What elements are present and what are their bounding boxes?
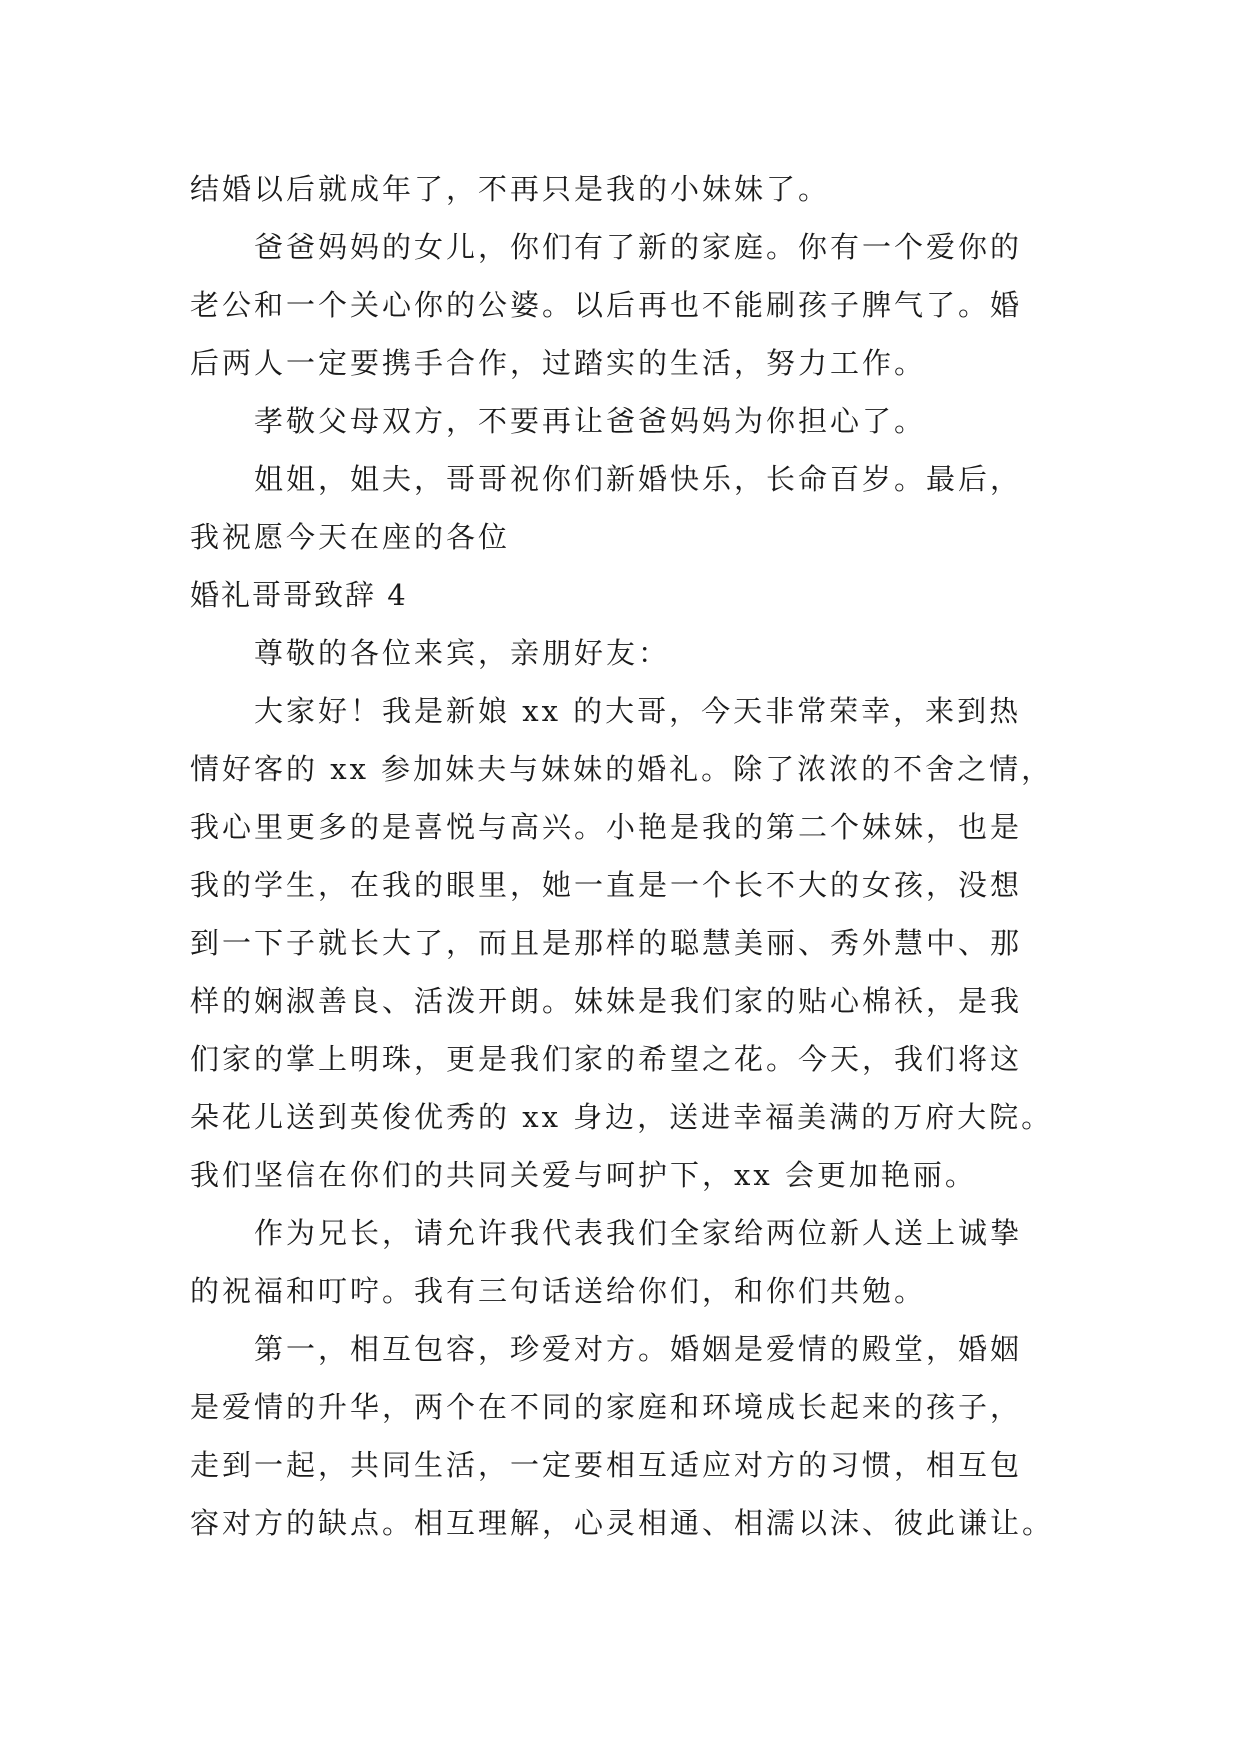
text-line: 第一，相互包容，珍爱对方。婚姻是爱情的殿堂，婚姻 (254, 1332, 1023, 1366)
text-line: 们家的掌上明珠，更是我们家的希望之花。今天，我们将这 (190, 1042, 1023, 1076)
text-line: 是爱情的升华，两个在不同的家庭和环境成长起来的孩子， (190, 1390, 1023, 1424)
text-line: 样的娴淑善良、活泼开朗。妹妹是我们家的贴心棉袄，是我 (190, 984, 1023, 1018)
document-body (190, 160, 1070, 1552)
text-line: 我祝愿今天在座的各位 (190, 520, 511, 554)
text-line: 后两人一定要携手合作，过踏实的生活，努力工作。 (190, 346, 927, 380)
text-line: 大家好！我是新娘 xx 的大哥，今天非常荣幸，来到热 (254, 694, 1022, 728)
text-line: 情好客的 xx 参加妹夫与妹妹的婚礼。除了浓浓的不舍之情， (190, 752, 1054, 786)
text-line: 我的学生，在我的眼里，她一直是一个长不大的女孩，没想 (190, 868, 1023, 902)
text-line: 朵花儿送到英俊优秀的 xx 身边，送进幸福美满的万府大院。 (190, 1100, 1054, 1134)
text-line: 我心里更多的是喜悦与高兴。小艳是我的第二个妹妹，也是 (190, 810, 1023, 844)
text-line: 到一下子就长大了，而且是那样的聪慧美丽、秀外慧中、那 (190, 926, 1023, 960)
text-line: 走到一起，共同生活，一定要相互适应对方的习惯，相互包 (190, 1448, 1023, 1482)
text-line: 结婚以后就成年了，不再只是我的小妹妹了。 (190, 172, 831, 206)
text-line: 老公和一个关心你的公婆。以后再也不能刷孩子脾气了。婚 (190, 288, 1023, 322)
text-line: 我们坚信在你们的共同关爱与呵护下，xx 会更加艳丽。 (190, 1158, 977, 1192)
text-line: 作为兄长，请允许我代表我们全家给两位新人送上诚挚 (254, 1216, 1023, 1250)
text-line: 容对方的缺点。相互理解，心灵相通、相濡以沫、彼此谦让。 (190, 1506, 1055, 1540)
text-line: 爸爸妈妈的女儿，你们有了新的家庭。你有一个爱你的 (254, 230, 1023, 264)
section-heading: 婚礼哥哥致辞 4 (190, 578, 408, 612)
text-line: 姐姐，姐夫，哥哥祝你们新婚快乐，长命百岁。最后， (254, 462, 1023, 496)
text-line: 的祝福和叮咛。我有三句话送给你们，和你们共勉。 (190, 1274, 927, 1308)
text-line: 孝敬父母双方，不要再让爸爸妈妈为你担心了。 (254, 404, 927, 438)
text-line: 尊敬的各位来宾，亲朋好友： (254, 636, 671, 670)
